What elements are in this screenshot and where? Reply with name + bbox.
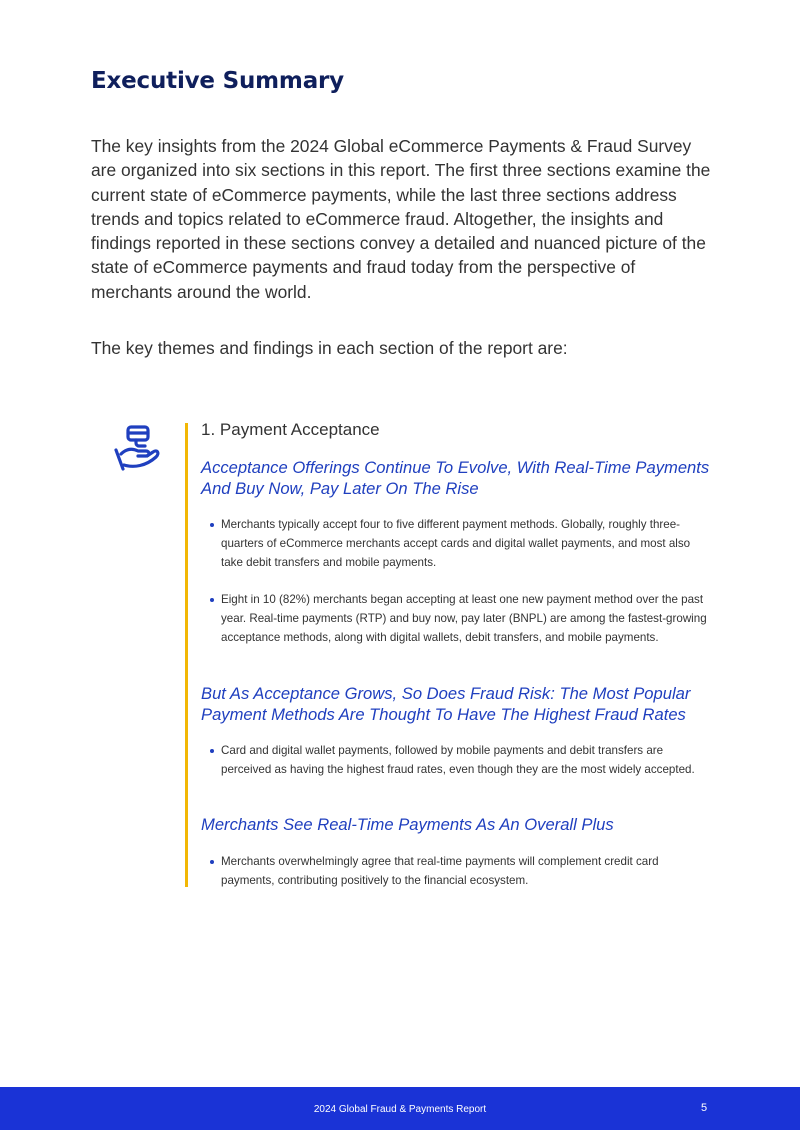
page-number: 5	[701, 1102, 708, 1114]
bullet-list-1	[201, 515, 711, 647]
subsection-heading-3: Merchants See Real-Time Payments As An Overall Plus	[201, 815, 614, 834]
intro-paragraph: The key insights from the 2024 Global eCommerce Payments & Fraud Survey are organized into six sections in this report. The first three sections examine the current state of eCommerce payments, while the last three sections address trends and topics related to eCommerce fraud. Altogether, the insights and findings reported in these sections convey a detailed and nuanced picture of the state of eCommerce payments and fraud today from the perspective of merchants around the world.	[91, 136, 711, 302]
section-title: 1. Payment Acceptance	[201, 420, 380, 439]
payment-acceptance-section	[185, 420, 718, 887]
list-item: Card and digital wallet payments, followed by mobile payments and debit transfers are perceived as having the highest fraud rates, even though they are the most widely accepted.	[201, 741, 711, 779]
bullet-list-3	[201, 852, 711, 890]
list-item: Eight in 10 (82%) merchants began accepting at least one new payment method over the past year. Real-time payments (RTP) and buy now, pay later (BNPL) are among the fastest-growing acceptance methods, along with digital wallets, debit transfers, and mobile payments.	[201, 590, 711, 647]
footer-report-name: 2024 Global Fraud & Payments Report	[313, 1104, 487, 1115]
subsection-heading-2: But As Acceptance Grows, So Does Fraud Risk: The Most Popular Payment Methods Are Thought To Have The Highest Fraud Rates	[201, 684, 691, 724]
hand-holding-card-icon	[114, 424, 166, 474]
themes-intro: The key themes and findings in each section of the report are:	[91, 338, 568, 358]
subsection-heading-1: Acceptance Offerings Continue To Evolve, With Real-Time Payments And Buy Now, Pay Later On The Rise	[201, 458, 710, 498]
bullet-list-2	[201, 741, 711, 779]
list-item: Merchants typically accept four to five different payment methods. Globally, roughly three-quarters of eCommerce merchants accept cards and digital wallet payments, and most also take debit transfers and mobile payments.	[201, 515, 711, 572]
list-item: Merchants overwhelmingly agree that real-time payments will complement credit card payments, contributing positively to the financial ecosystem.	[201, 852, 711, 890]
footer-bar	[0, 1087, 800, 1130]
page-title: Executive Summary	[91, 68, 344, 94]
